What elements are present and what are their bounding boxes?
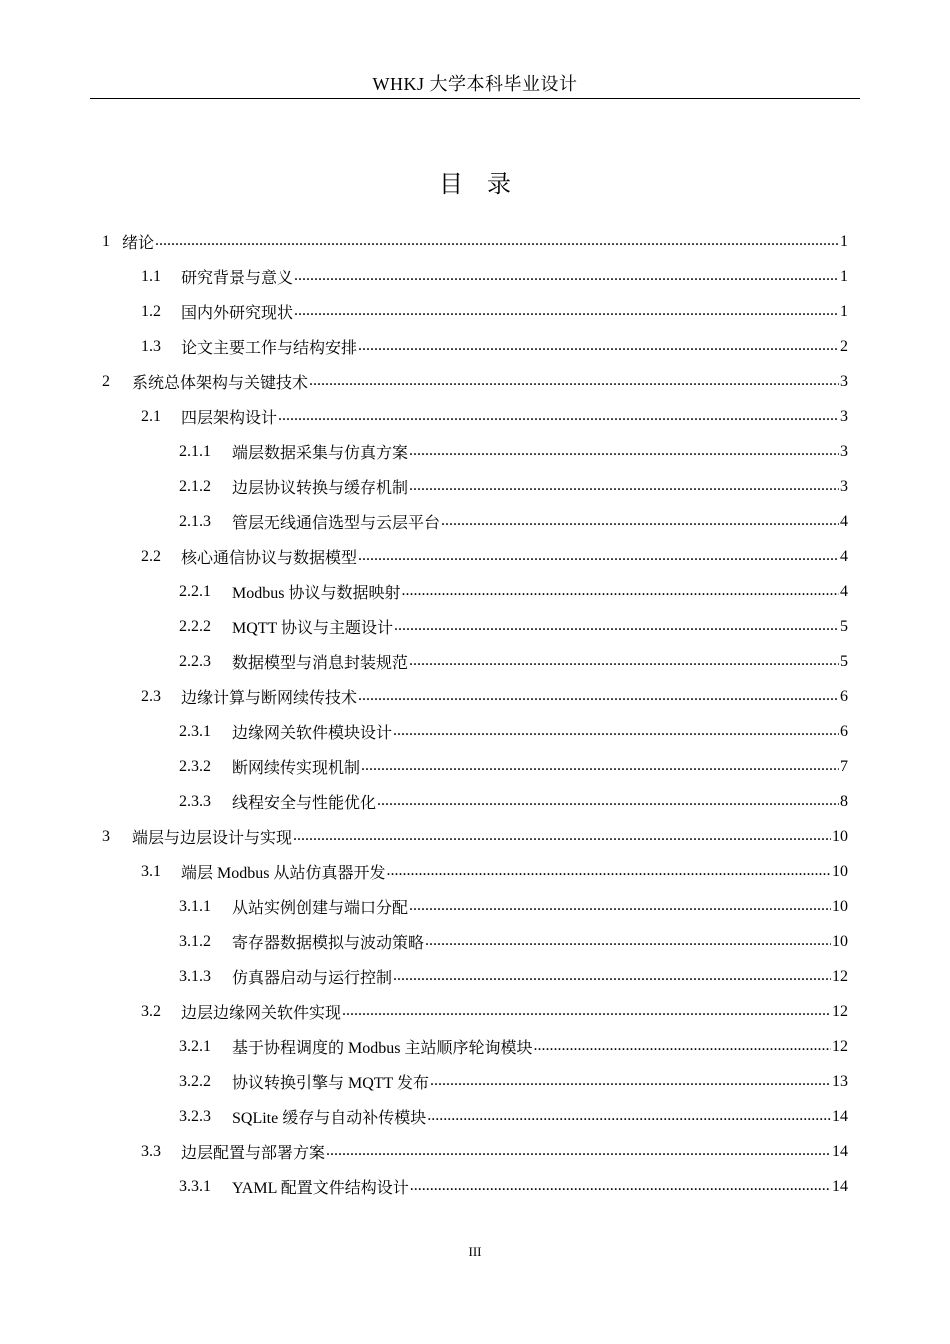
toc-entry[interactable] xyxy=(141,854,848,889)
toc-entry[interactable] xyxy=(179,644,848,679)
dot-leader xyxy=(425,924,831,959)
toc-entry-page: 7 xyxy=(840,757,848,775)
toc-entry[interactable] xyxy=(141,399,848,434)
toc-entry-title: 管层无线通信选型与云层平台 xyxy=(232,515,441,532)
toc-entry-number: 3.1.1 xyxy=(179,897,211,915)
toc-entry-number: 3.2.2 xyxy=(179,1072,211,1090)
toc-entry-number: 2.2.2 xyxy=(179,617,211,635)
toc-entry-title: MQTT 协议与主题设计 xyxy=(232,620,394,637)
toc-entry[interactable] xyxy=(179,1029,848,1064)
toc-entry-page: 12 xyxy=(832,1002,848,1020)
toc-entry[interactable] xyxy=(179,959,848,994)
dot-leader xyxy=(358,539,839,574)
toc-entry-number: 2.3 xyxy=(141,687,161,705)
toc-entry-number: 2.1.1 xyxy=(179,442,211,460)
toc-entry-title: 边层协议转换与缓存机制 xyxy=(232,480,409,497)
toc-entry-title: YAML 配置文件结构设计 xyxy=(232,1180,409,1197)
toc-entry-number: 3.2 xyxy=(141,1002,161,1020)
dot-leader xyxy=(326,1134,831,1169)
toc-entry-page: 3 xyxy=(840,407,848,425)
toc-entry-title: 协议转换引擎与 MQTT 发布 xyxy=(232,1075,430,1092)
toc-entry-page: 4 xyxy=(840,512,848,530)
dot-leader xyxy=(393,959,831,994)
toc-entry[interactable] xyxy=(179,1064,848,1099)
dot-leader xyxy=(309,364,839,399)
toc-entry-number: 2.3.1 xyxy=(179,722,211,740)
dot-leader xyxy=(294,294,839,329)
toc-entry[interactable] xyxy=(141,994,848,1029)
toc-entry-number: 2.1.3 xyxy=(179,512,211,530)
toc-entry-page: 10 xyxy=(832,827,848,845)
dot-leader xyxy=(409,644,839,679)
toc-entry-number: 2.3.2 xyxy=(179,757,211,775)
toc-entry-number: 1.1 xyxy=(141,267,161,285)
toc-entry-number: 2 xyxy=(102,372,110,390)
toc-entry[interactable] xyxy=(141,679,848,714)
toc-entry-page: 14 xyxy=(832,1107,848,1125)
toc-entry-page: 3 xyxy=(840,372,848,390)
dot-leader xyxy=(394,609,839,644)
toc-entry[interactable] xyxy=(141,329,848,364)
toc-entry[interactable] xyxy=(141,294,848,329)
toc-entry-title: 边层边缘网关软件实现 xyxy=(181,1005,342,1022)
toc-entry-title: 边层配置与部署方案 xyxy=(181,1145,326,1162)
page-header xyxy=(90,70,860,99)
toc-entry-number: 1 xyxy=(102,232,110,250)
dot-leader xyxy=(430,1064,831,1099)
dot-leader xyxy=(409,434,839,469)
toc-entry-page: 6 xyxy=(840,722,848,740)
dot-leader xyxy=(401,574,839,609)
toc-entry-number: 2.1 xyxy=(141,407,161,425)
header-text: WHKJ 大学本科毕业设计 xyxy=(372,74,578,94)
toc-entry-title: 基于协程调度的 Modbus 主站顺序轮询模块 xyxy=(232,1040,533,1057)
toc-entry-title: 寄存器数据模拟与波动策略 xyxy=(232,935,425,952)
toc-entry-title: 论文主要工作与结构安排 xyxy=(181,340,358,357)
toc-entry-page: 10 xyxy=(832,932,848,950)
page-number: III xyxy=(468,1244,482,1259)
toc-entry-number: 3.1.3 xyxy=(179,967,211,985)
dot-leader xyxy=(427,1099,831,1134)
toc-entry-title: 数据模型与消息封装规范 xyxy=(232,655,409,672)
toc-entry-page: 5 xyxy=(840,652,848,670)
toc-entry[interactable] xyxy=(179,714,848,749)
toc-entry[interactable] xyxy=(141,259,848,294)
toc-entry-number: 3 xyxy=(102,827,110,845)
toc-entry-page: 12 xyxy=(832,1037,848,1055)
toc-entry-page: 14 xyxy=(832,1177,848,1195)
toc-entry-title: 从站实例创建与端口分配 xyxy=(232,900,409,917)
dot-leader xyxy=(386,854,831,889)
toc-entry-title: SQLite 缓存与自动补传模块 xyxy=(232,1110,427,1127)
dot-leader xyxy=(293,819,831,854)
toc-entry[interactable] xyxy=(179,784,848,819)
toc-entry-title: 研究背景与意义 xyxy=(181,270,294,287)
dot-leader xyxy=(294,259,839,294)
toc-entry-number: 3.3 xyxy=(141,1142,161,1160)
toc-entry-title: 断网续传实现机制 xyxy=(232,760,361,777)
dot-leader xyxy=(358,329,839,364)
dot-leader xyxy=(377,784,839,819)
toc-entry-title: 国内外研究现状 xyxy=(181,305,294,322)
page-title: 目录 xyxy=(439,172,535,198)
toc-entry-number: 2.3.3 xyxy=(179,792,211,810)
toc-entry[interactable] xyxy=(179,469,848,504)
toc-entry-number: 3.2.3 xyxy=(179,1107,211,1125)
toc-entry-page: 13 xyxy=(832,1072,848,1090)
toc-entry-page: 5 xyxy=(840,617,848,635)
toc-entry-number: 3.2.1 xyxy=(179,1037,211,1055)
toc-entry-number: 2.2.3 xyxy=(179,652,211,670)
toc-entry[interactable] xyxy=(102,224,848,259)
toc-entry-page: 1 xyxy=(840,232,848,250)
toc-entry[interactable] xyxy=(141,539,848,574)
toc-entry-title: 端层数据采集与仿真方案 xyxy=(232,445,409,462)
dot-leader xyxy=(409,469,839,504)
toc-entry-page: 8 xyxy=(840,792,848,810)
toc-entry[interactable] xyxy=(102,364,848,399)
dot-leader xyxy=(361,749,839,784)
dot-leader xyxy=(410,1169,831,1204)
toc-entry-title: 绪论 xyxy=(122,235,155,252)
toc-entry[interactable] xyxy=(179,924,848,959)
toc-entry-page: 3 xyxy=(840,477,848,495)
toc-entry-title: 边缘网关软件模块设计 xyxy=(232,725,393,742)
toc-entry-page: 6 xyxy=(840,687,848,705)
toc-entry-number: 2.1.2 xyxy=(179,477,211,495)
toc-entry-number: 1.3 xyxy=(141,337,161,355)
dot-leader xyxy=(278,399,839,434)
toc-entry-page: 12 xyxy=(832,967,848,985)
toc-entry[interactable] xyxy=(179,504,848,539)
toc-entry-number: 2.2 xyxy=(141,547,161,565)
dot-leader xyxy=(342,994,831,1029)
toc-entry[interactable] xyxy=(179,1169,848,1204)
toc-entry-title: Modbus 协议与数据映射 xyxy=(232,585,401,602)
dot-leader xyxy=(533,1029,831,1064)
dot-leader xyxy=(393,714,839,749)
toc-entry[interactable] xyxy=(179,749,848,784)
toc-entry-page: 3 xyxy=(840,442,848,460)
toc-entry-page: 1 xyxy=(840,302,848,320)
toc-entry-number: 2.2.1 xyxy=(179,582,211,600)
toc-entry[interactable] xyxy=(179,434,848,469)
toc-entry-number: 1.2 xyxy=(141,302,161,320)
toc-entry-title: 核心通信协议与数据模型 xyxy=(181,550,358,567)
toc-entry-page: 10 xyxy=(832,862,848,880)
toc-entry-page: 2 xyxy=(840,337,848,355)
toc-entry-page: 14 xyxy=(832,1142,848,1160)
dot-leader xyxy=(155,224,839,259)
toc-entry-title: 端层与边层设计与实现 xyxy=(132,830,293,847)
toc-entry-page: 10 xyxy=(832,897,848,915)
toc-entry-title: 仿真器启动与运行控制 xyxy=(232,970,393,987)
dot-leader xyxy=(441,504,839,539)
toc-entry-number: 3.1 xyxy=(141,862,161,880)
toc-entry[interactable] xyxy=(141,1134,848,1169)
dot-leader xyxy=(409,889,831,924)
toc-entry[interactable] xyxy=(179,609,848,644)
toc-entry-number: 3.1.2 xyxy=(179,932,211,950)
toc-entry-title: 四层架构设计 xyxy=(181,410,278,427)
toc-entry-title: 线程安全与性能优化 xyxy=(232,795,377,812)
toc-entry-page: 4 xyxy=(840,582,848,600)
toc-entry-page: 1 xyxy=(840,267,848,285)
dot-leader xyxy=(358,679,839,714)
toc-entry-number: 3.3.1 xyxy=(179,1177,211,1195)
toc-entry-page: 4 xyxy=(840,547,848,565)
toc-entry-title: 边缘计算与断网续传技术 xyxy=(181,690,358,707)
toc-entry[interactable] xyxy=(179,574,848,609)
toc-entry-title: 系统总体架构与关键技术 xyxy=(132,375,309,392)
toc-entry[interactable] xyxy=(102,819,848,854)
toc-entry-title: 端层 Modbus 从站仿真器开发 xyxy=(181,865,386,882)
toc-entry[interactable] xyxy=(179,1099,848,1134)
toc-entry[interactable] xyxy=(179,889,848,924)
